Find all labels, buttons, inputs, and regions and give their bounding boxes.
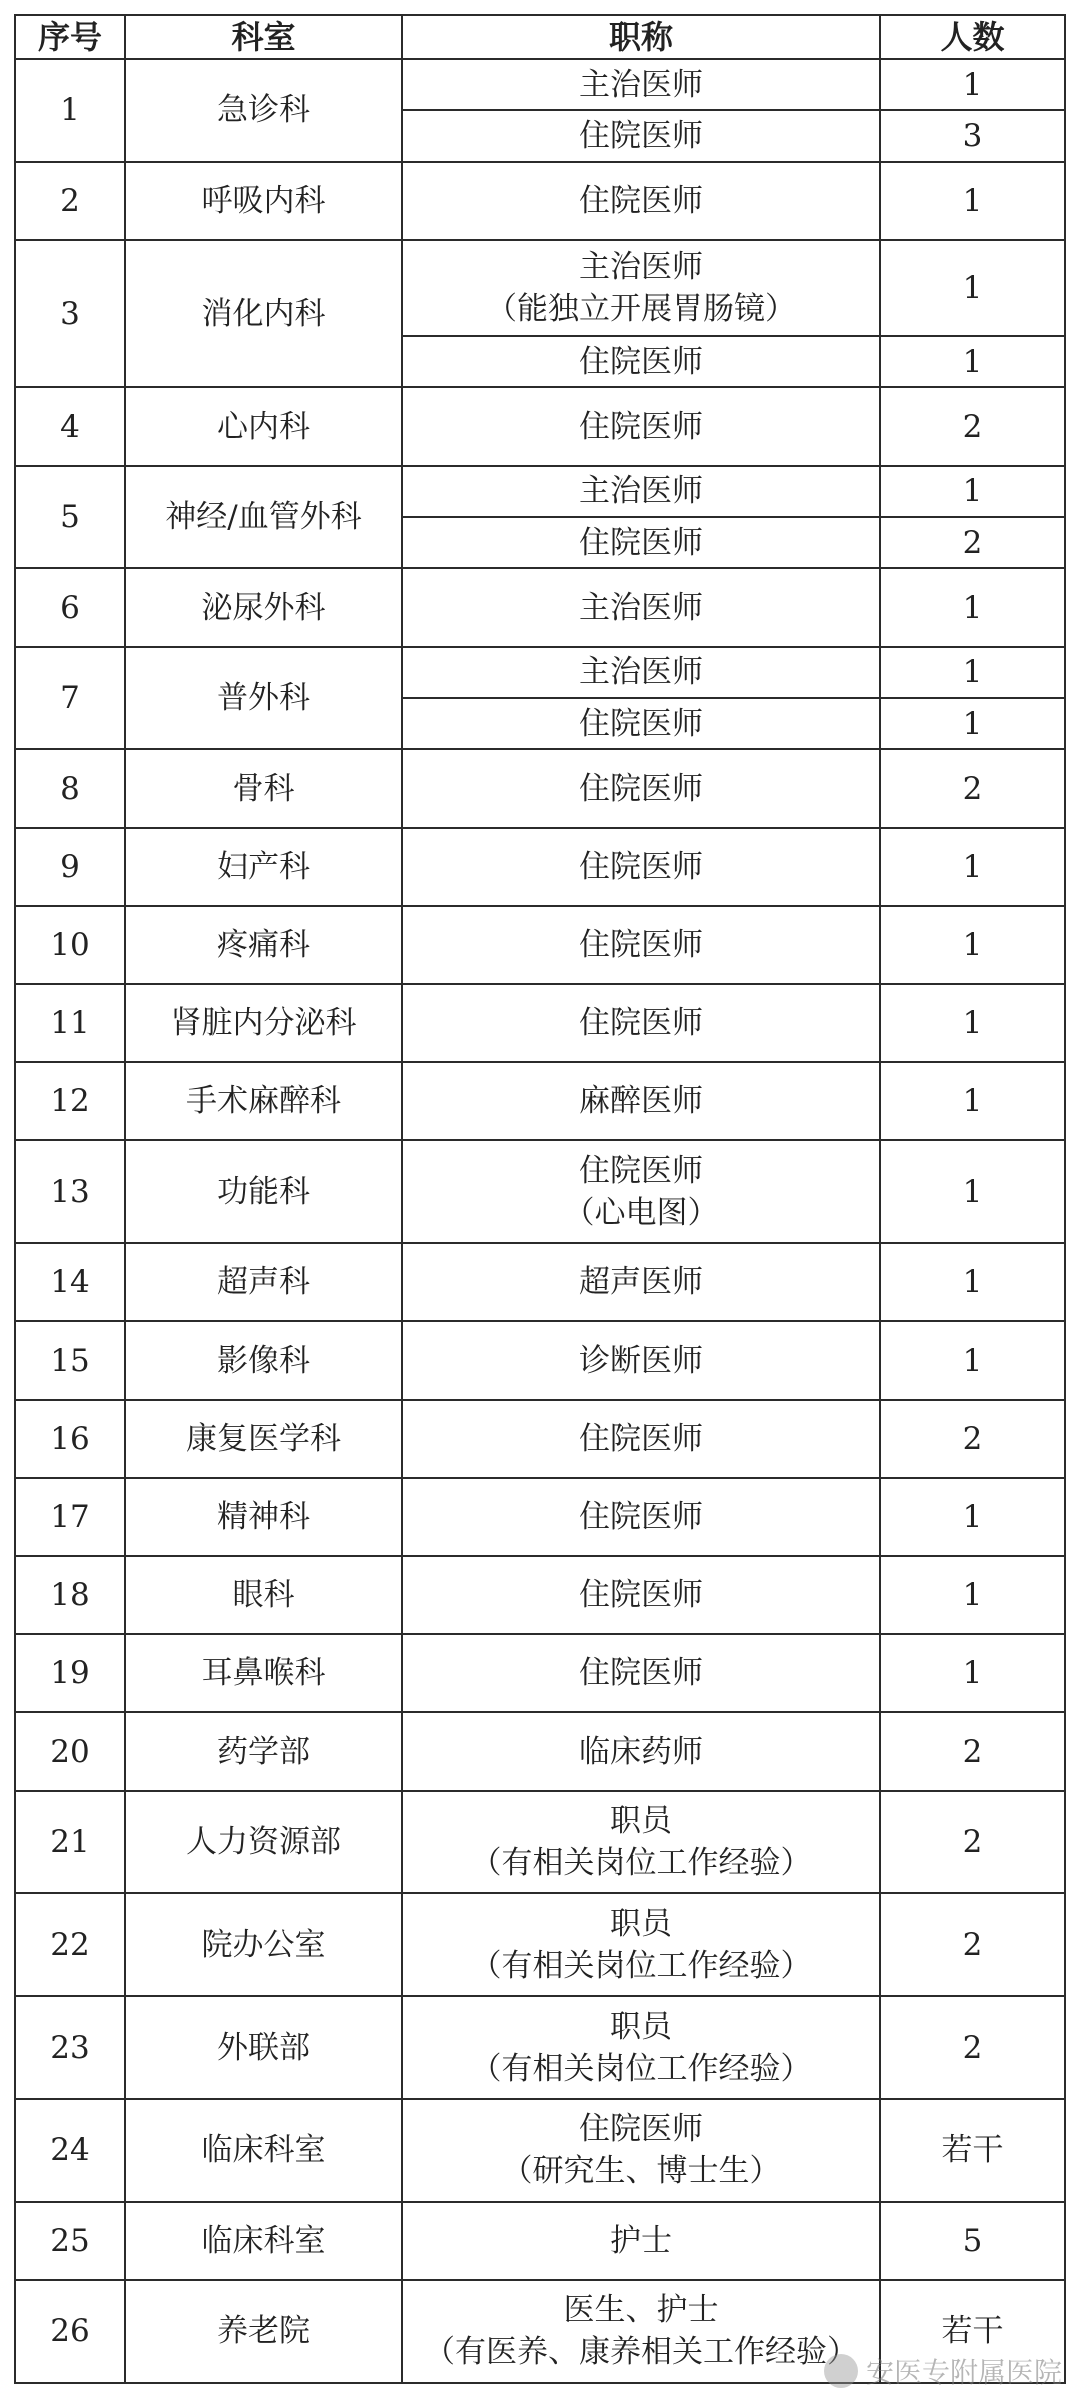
cell-dept: 精神科 [125, 1478, 402, 1556]
cell-dept: 普外科 [125, 647, 402, 750]
title-line: 住院医师 [579, 182, 703, 219]
cell-title [402, 466, 880, 517]
title-line: （有医养、康养相关工作经验） [424, 2334, 858, 2371]
cell-title [402, 647, 880, 698]
cell-dept: 消化内科 [125, 240, 402, 387]
cell-title [402, 1478, 880, 1556]
cell-count: 2 [880, 387, 1065, 465]
table-row [15, 828, 1065, 906]
cell-no: 18 [15, 1556, 125, 1634]
title-line: 住院医师 [579, 524, 703, 561]
cell-title [402, 240, 880, 336]
title-line: 住院医师 [579, 408, 703, 445]
cell-count: 1 [880, 647, 1065, 698]
title-line: 诊断医师 [579, 1342, 703, 1379]
cell-dept: 泌尿外科 [125, 568, 402, 646]
cell-count: 1 [880, 906, 1065, 984]
cell-no: 4 [15, 387, 125, 465]
cell-count: 1 [880, 59, 1065, 110]
wechat-logo-icon [824, 2354, 858, 2388]
table-row [15, 1893, 1065, 1996]
cell-dept: 康复医学科 [125, 1400, 402, 1478]
cell-title [402, 1791, 880, 1894]
title-line: 职员 [610, 1803, 672, 1840]
cell-count: 2 [880, 1791, 1065, 1894]
cell-dept: 疼痛科 [125, 906, 402, 984]
title-line: 住院医师 [579, 1005, 703, 1042]
title-line: 超声医师 [579, 1264, 703, 1301]
header-count: 人数 [880, 15, 1065, 59]
table-row [15, 1634, 1065, 1712]
cell-no: 13 [15, 1140, 125, 1243]
cell-title [402, 110, 880, 161]
cell-no: 9 [15, 828, 125, 906]
title-line: 住院医师 [579, 2111, 703, 2148]
title-line: （研究生、博士生） [501, 2153, 781, 2190]
cell-count: 2 [880, 749, 1065, 827]
cell-no: 23 [15, 1996, 125, 2099]
cell-title [402, 828, 880, 906]
cell-title [402, 2099, 880, 2202]
title-line: 主治医师 [579, 654, 703, 691]
header-title: 职称 [402, 15, 880, 59]
table-row [15, 1712, 1065, 1790]
cell-no: 7 [15, 647, 125, 750]
table-row [15, 466, 1065, 517]
title-line: （能独立开展胃肠镜） [486, 291, 796, 328]
cell-count: 1 [880, 1140, 1065, 1243]
cell-dept: 妇产科 [125, 828, 402, 906]
table-row [15, 1400, 1065, 1478]
cell-dept: 手术麻醉科 [125, 1062, 402, 1140]
table-header-row [15, 15, 1065, 59]
cell-title [402, 1062, 880, 1140]
title-line: 住院医师 [579, 770, 703, 807]
cell-count: 1 [880, 466, 1065, 517]
cell-title [402, 1140, 880, 1243]
cell-dept: 影像科 [125, 1321, 402, 1399]
title-line: 麻醉医师 [579, 1083, 703, 1120]
cell-title [402, 2280, 880, 2383]
table-row [15, 1140, 1065, 1243]
table-row [15, 1478, 1065, 1556]
table-row [15, 984, 1065, 1062]
watermark-text: 安医专附属医院 [865, 2356, 1062, 2389]
cell-title [402, 1634, 880, 1712]
cell-title [402, 162, 880, 240]
title-line: 住院医师 [579, 926, 703, 963]
cell-count: 1 [880, 1556, 1065, 1634]
cell-no: 11 [15, 984, 125, 1062]
cell-title [402, 568, 880, 646]
cell-dept: 临床科室 [125, 2202, 402, 2280]
cell-count: 1 [880, 1062, 1065, 1140]
title-line: （心电图） [563, 1194, 719, 1231]
cell-dept: 外联部 [125, 1996, 402, 2099]
cell-count: 1 [880, 568, 1065, 646]
cell-no: 1 [15, 59, 125, 162]
cell-no: 26 [15, 2280, 125, 2383]
cell-count: 1 [880, 336, 1065, 387]
title-line: 住院医师 [579, 1655, 703, 1692]
cell-no: 17 [15, 1478, 125, 1556]
cell-title [402, 698, 880, 749]
cell-count: 2 [880, 1400, 1065, 1478]
cell-title [402, 517, 880, 568]
table-row [15, 59, 1065, 110]
cell-dept: 急诊科 [125, 59, 402, 162]
cell-count: 若干 [880, 2280, 1065, 2383]
cell-dept: 功能科 [125, 1140, 402, 1243]
title-line: 住院医师 [579, 1577, 703, 1614]
cell-no: 5 [15, 466, 125, 569]
cell-no: 21 [15, 1791, 125, 1894]
cell-title [402, 1893, 880, 1996]
cell-dept: 心内科 [125, 387, 402, 465]
cell-title [402, 1321, 880, 1399]
title-line: 住院医师 [579, 705, 703, 742]
cell-title [402, 336, 880, 387]
cell-count: 1 [880, 240, 1065, 336]
cell-count: 1 [880, 984, 1065, 1062]
recruitment-table [14, 14, 1066, 2384]
watermark [824, 2351, 1062, 2391]
table-row [15, 749, 1065, 827]
cell-title [402, 906, 880, 984]
title-line: （有相关岗位工作经验） [470, 2050, 812, 2087]
title-line: 职员 [610, 1905, 672, 1942]
title-line: （有相关岗位工作经验） [470, 1947, 812, 1984]
title-line: 主治医师 [579, 589, 703, 626]
cell-dept: 临床科室 [125, 2099, 402, 2202]
header-dept: 科室 [125, 15, 402, 59]
cell-title [402, 387, 880, 465]
table-row [15, 1791, 1065, 1894]
cell-no: 10 [15, 906, 125, 984]
cell-no: 24 [15, 2099, 125, 2202]
cell-no: 14 [15, 1243, 125, 1321]
title-line: 住院医师 [579, 1420, 703, 1457]
cell-no: 15 [15, 1321, 125, 1399]
title-line: 住院医师 [579, 848, 703, 885]
table-row [15, 1243, 1065, 1321]
title-line: （有相关岗位工作经验） [470, 1845, 812, 1882]
cell-dept: 呼吸内科 [125, 162, 402, 240]
cell-count: 5 [880, 2202, 1065, 2280]
cell-no: 25 [15, 2202, 125, 2280]
cell-no: 2 [15, 162, 125, 240]
cell-title [402, 1556, 880, 1634]
cell-count: 1 [880, 1321, 1065, 1399]
table-row [15, 1556, 1065, 1634]
cell-dept: 超声科 [125, 1243, 402, 1321]
cell-title [402, 984, 880, 1062]
cell-count: 1 [880, 1243, 1065, 1321]
table-row [15, 1062, 1065, 1140]
title-line: 住院医师 [579, 118, 703, 155]
cell-title [402, 1400, 880, 1478]
cell-dept: 肾脏内分泌科 [125, 984, 402, 1062]
cell-count: 3 [880, 110, 1065, 161]
cell-no: 3 [15, 240, 125, 387]
title-line: 住院医师 [579, 1498, 703, 1535]
table-row [15, 1996, 1065, 2099]
cell-title [402, 749, 880, 827]
title-line: 住院医师 [579, 1152, 703, 1189]
cell-count: 2 [880, 517, 1065, 568]
cell-dept: 药学部 [125, 1712, 402, 1790]
table-row [15, 568, 1065, 646]
cell-title [402, 2202, 880, 2280]
cell-count: 1 [880, 1634, 1065, 1712]
table-row [15, 240, 1065, 336]
cell-dept: 院办公室 [125, 1893, 402, 1996]
cell-dept: 眼科 [125, 1556, 402, 1634]
cell-dept: 骨科 [125, 749, 402, 827]
title-line: 主治医师 [579, 473, 703, 510]
cell-count: 2 [880, 1893, 1065, 1996]
cell-count: 若干 [880, 2099, 1065, 2202]
cell-count: 1 [880, 162, 1065, 240]
cell-count: 1 [880, 698, 1065, 749]
cell-count: 2 [880, 1712, 1065, 1790]
table-body [15, 59, 1065, 2383]
table-row [15, 906, 1065, 984]
cell-no: 22 [15, 1893, 125, 1996]
cell-count: 1 [880, 1478, 1065, 1556]
cell-dept: 耳鼻喉科 [125, 1634, 402, 1712]
title-line: 医生、护士 [563, 2292, 719, 2329]
cell-count: 2 [880, 1996, 1065, 2099]
cell-dept: 人力资源部 [125, 1791, 402, 1894]
cell-no: 20 [15, 1712, 125, 1790]
title-line: 主治医师 [579, 249, 703, 286]
cell-title [402, 59, 880, 110]
cell-dept: 养老院 [125, 2280, 402, 2383]
table-row [15, 647, 1065, 698]
cell-count: 1 [880, 828, 1065, 906]
cell-title [402, 1996, 880, 2099]
cell-title [402, 1243, 880, 1321]
cell-no: 6 [15, 568, 125, 646]
table-row [15, 162, 1065, 240]
title-line: 住院医师 [579, 343, 703, 380]
cell-no: 19 [15, 1634, 125, 1712]
cell-no: 16 [15, 1400, 125, 1478]
title-line: 临床药师 [579, 1733, 703, 1770]
table-row [15, 2202, 1065, 2280]
title-line: 护士 [610, 2222, 672, 2259]
cell-no: 12 [15, 1062, 125, 1140]
title-line: 职员 [610, 2008, 672, 2045]
title-line: 主治医师 [579, 66, 703, 103]
table-row [15, 2099, 1065, 2202]
header-no: 序号 [15, 15, 125, 59]
cell-title [402, 1712, 880, 1790]
cell-dept: 神经/血管外科 [125, 466, 402, 569]
table-row [15, 387, 1065, 465]
table-row [15, 1321, 1065, 1399]
cell-no: 8 [15, 749, 125, 827]
